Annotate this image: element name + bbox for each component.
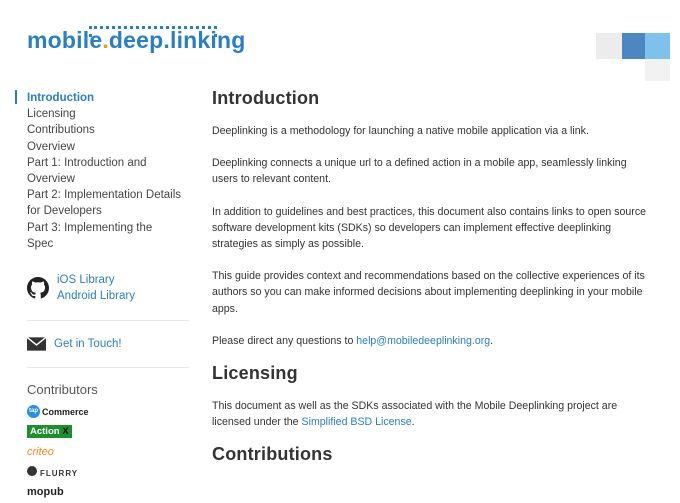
- criteo-logo: criteo: [27, 445, 54, 458]
- get-in-touch-link[interactable]: [27, 337, 190, 351]
- corner-block-lightblue: [645, 33, 670, 59]
- nav-item-part2-line2[interactable]: for Developers: [27, 205, 102, 218]
- get-in-touch-label: Get in Touch!: [54, 338, 122, 351]
- nav-item-contributions[interactable]: Contributions: [27, 124, 95, 137]
- library-links: [27, 272, 190, 304]
- github-icon[interactable]: [27, 277, 49, 299]
- ios-library-link[interactable]: iOS Library: [57, 274, 115, 287]
- bsd-license-link[interactable]: Simplified BSD License: [301, 416, 412, 429]
- sponsor-tapcommerce[interactable]: [27, 403, 190, 420]
- logo-dot: .: [102, 27, 109, 53]
- sponsor-mopub[interactable]: [27, 483, 190, 500]
- site-logo[interactable]: [27, 27, 246, 54]
- android-library-link[interactable]: Android Library: [57, 290, 135, 303]
- intro-paragraph-4: This guide provides context and recommendations based on the collective experiences of its authors so you can make informed decisions about implementing deeplinking in your mobile apps.: [212, 270, 645, 315]
- licensing-end: .: [411, 416, 415, 429]
- sidebar-divider-2: [27, 367, 189, 368]
- sidebar: [15, 90, 190, 503]
- nav-item-part1-line1[interactable]: Part 1: Introduction and: [27, 156, 147, 169]
- sidebar-divider: [27, 320, 189, 321]
- corner-decoration: [596, 33, 670, 81]
- contributors-title: Contributors: [27, 382, 98, 398]
- corner-block-gray: [596, 33, 622, 59]
- sponsor-criteo[interactable]: [27, 443, 190, 460]
- intro-contact-end: .: [490, 334, 494, 347]
- intro-paragraph-1: Deeplinking is a methodology for launching a native mobile application via a link.: [212, 125, 589, 137]
- nav-item-part1-line2[interactable]: Overview: [27, 173, 75, 186]
- intro-paragraph-2: Deeplinking connects a unique url to a defined action in a mobile app, seamlessly linking users to relevant content.: [212, 157, 627, 186]
- nav-item-overview[interactable]: Overview: [27, 140, 75, 153]
- flurry-logo: [27, 466, 78, 478]
- licensing-paragraph: [212, 398, 652, 430]
- library-link-list: [57, 272, 135, 304]
- flurry-name: FLURRY: [40, 468, 79, 478]
- nav-item-part3-line1[interactable]: Part 3: Implementing the: [27, 221, 153, 234]
- tapcommerce-logo-icon: tap: [27, 405, 40, 418]
- nav-item-part3-line2[interactable]: Spec: [27, 237, 54, 250]
- licensing-heading: Licensing: [212, 363, 298, 384]
- intro-paragraph-5: [212, 333, 652, 349]
- intro-contact-text: Please direct any questions to: [212, 334, 357, 347]
- intro-paragraph-3: In addition to guidelines and best practices, this document also contains links to open source software development kits (SDKs) so developers can implement effective deeplinking strategies as simply as possible.: [212, 205, 647, 251]
- tapcommerce-name: Commerce: [42, 406, 89, 417]
- licensing-text: This document as well as the SDKs associated with the Mobile Deeplinking project are licensed under the: [212, 400, 618, 429]
- nav-item-introduction[interactable]: Introduction: [27, 92, 95, 104]
- active-indicator: [15, 90, 17, 104]
- sponsor-actionx[interactable]: [27, 423, 190, 440]
- main-content: [212, 88, 652, 479]
- corner-block-blue: [622, 33, 645, 59]
- corner-block-lightgray: [645, 59, 670, 81]
- introduction-heading: Introduction: [212, 88, 320, 108]
- contributions-heading: Contributions: [212, 444, 333, 465]
- logo-dotted-frame: [89, 26, 217, 37]
- mopub-logo: mopub: [27, 485, 64, 498]
- logo-part-mobile: mobile: [27, 27, 103, 53]
- envelope-icon: [27, 337, 46, 351]
- sidebar-nav: [15, 90, 190, 252]
- logo-part-deeplinking: deep.linking: [108, 27, 246, 53]
- flurry-icon: [27, 466, 37, 476]
- nav-item-licensing[interactable]: Licensing: [27, 108, 76, 121]
- sponsor-flurry[interactable]: [27, 463, 190, 480]
- actionx-name: Action: [30, 426, 60, 438]
- actionx-x: X: [62, 426, 69, 438]
- actionx-logo: [27, 425, 72, 438]
- nav-item-part2-line1[interactable]: Part 2: Implementation Details: [27, 189, 182, 202]
- help-email-link[interactable]: help@mobiledeeplinking.org: [356, 334, 491, 347]
